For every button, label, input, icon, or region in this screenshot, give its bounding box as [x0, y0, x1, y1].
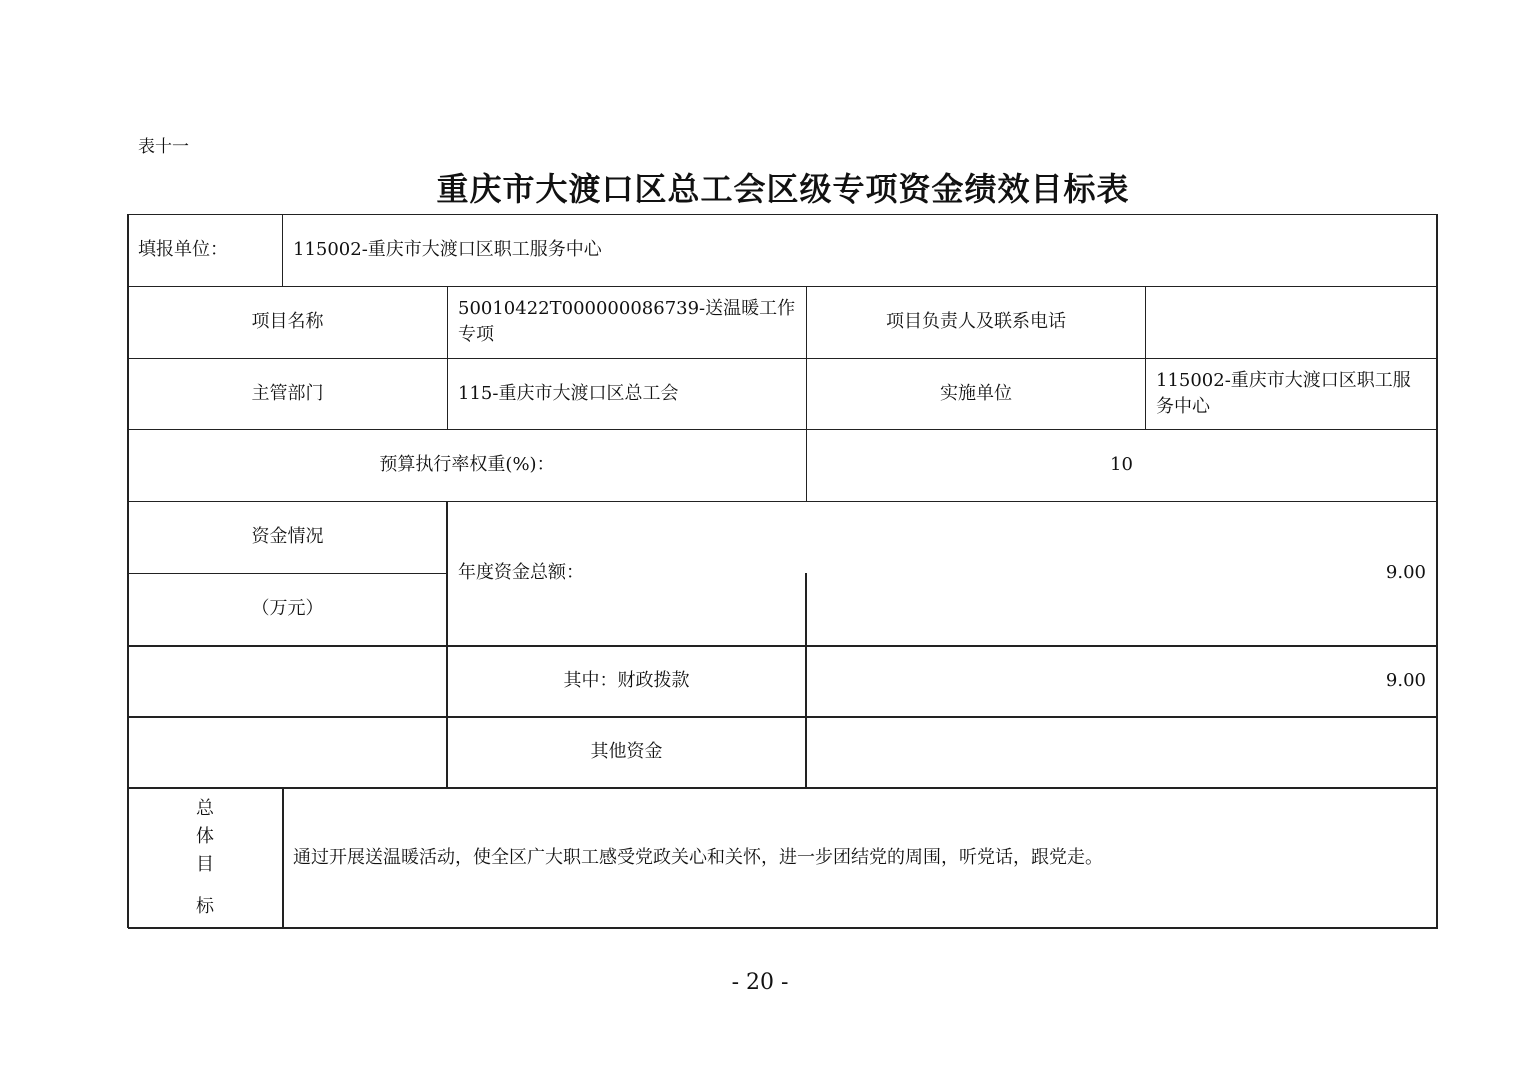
table-caption: 表十一: [138, 137, 189, 157]
other-funds-label: 其他资金: [590, 740, 663, 762]
annual-total-value: 9.00: [1385, 562, 1426, 583]
page-title: 重庆市大渡口区总工会区级专项资金绩效目标表: [436, 170, 1130, 208]
fiscal-allocation-label: 其中：财政拨款: [563, 669, 690, 691]
budget-weight-value: 10: [1110, 454, 1133, 475]
project-name-value: 50010422T000000086739-送温暖工作专项: [458, 298, 796, 345]
project-contact-value: [1146, 286, 1436, 358]
overall-goal-text: 通过开展送温暖活动，使全区广大职工感受党政关心和关怀，进一步团结党的周围，听党话，跟党走。: [293, 846, 1103, 868]
reporting-unit-value: 115002-重庆市大渡口区职工服务中心: [293, 239, 602, 260]
other-funds-value: [807, 716, 1436, 787]
implementing-unit-value: 115002-重庆市大渡口区职工服务中心: [1156, 369, 1411, 417]
overall-goal-label: 总 体 目 标: [196, 797, 214, 917]
implementing-unit-label: 实施单位: [940, 382, 1012, 404]
project-contact-label: 项目负责人及联系电话: [886, 311, 1066, 332]
funding-label: 资金情况: [251, 526, 324, 547]
budget-weight-label: 预算执行率权重(%)：: [379, 454, 555, 475]
project-name-label: 项目名称: [251, 311, 324, 332]
supervising-dept-value: 115-重庆市大渡口区总工会: [458, 382, 679, 404]
annual-total-label: 年度资金总额：: [458, 562, 584, 583]
fiscal-allocation-value: 9.00: [1385, 669, 1426, 691]
funding-unit-label: （万元）: [251, 598, 324, 619]
page-number: - 20 -: [731, 970, 789, 995]
reporting-unit-label: 填报单位：: [138, 239, 228, 260]
supervising-dept-label: 主管部门: [251, 382, 324, 404]
